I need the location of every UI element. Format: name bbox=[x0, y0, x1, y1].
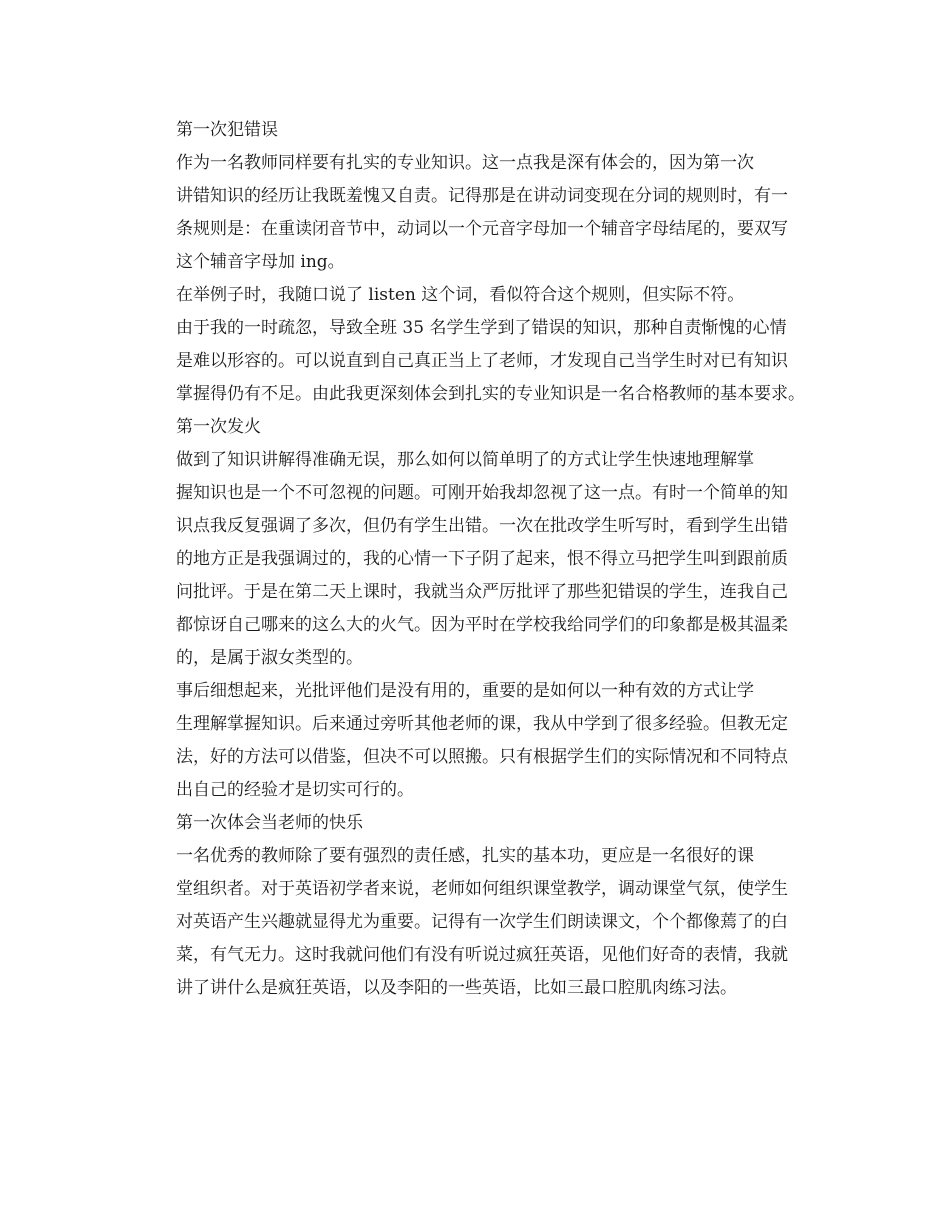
text-line: 讲错知识的经历让我既羞愧又自责。记得那是在讲动词变现在分词的规则时，有一 bbox=[176, 186, 788, 206]
text-line: 对英语产生兴趣就显得尤为重要。记得有一次学生们朗读课文，个个都像蔫了的白 bbox=[176, 912, 788, 932]
text-line: 作为一名教师同样要有扎实的专业知识。这一点我是深有体会的，因为第一次 bbox=[176, 153, 754, 173]
text-line: 条规则是：在重读闭音节中，动词以一个元音字母加一个辅音字母结尾的，要双写 bbox=[176, 219, 788, 239]
paragraph-1-2 bbox=[138, 279, 822, 411]
text-line: 做到了知识讲解得准确无误，那么如何以简单明了的方式让学生快速地理解掌 bbox=[176, 450, 754, 470]
text-line: 识点我反复强调了多次，但仍有学生出错。一次在批改学生听写时，看到学生出错 bbox=[176, 516, 788, 536]
paragraph-2-1 bbox=[138, 444, 822, 675]
text-line: 堂组织者。对于英语初学者来说，老师如何组织课堂教学，调动课堂气氛，使学生 bbox=[176, 879, 788, 899]
text-line: 掌握得仍有不足。由此我更深刻体会到扎实的专业知识是一名合格教师的基本要求。 bbox=[176, 384, 805, 404]
text-line: 这个辅音字母加 ing。 bbox=[176, 252, 345, 272]
text-line: 菜，有气无力。这时我就问他们有没有听说过疯狂英语，见他们好奇的表情，我就 bbox=[176, 945, 788, 965]
document-body bbox=[138, 114, 822, 1005]
text-line: 握知识也是一个不可忽视的问题。可刚开始我却忽视了这一点。有时一个简单的知 bbox=[176, 483, 788, 503]
text-line: 由于我的一时疏忽，导致全班 35 名学生学到了错误的知识，那种自责惭愧的心情 bbox=[176, 318, 787, 338]
text-line: 讲了讲什么是疯狂英语，以及李阳的一些英语，比如三最口腔肌肉练习法。 bbox=[176, 978, 737, 998]
text-line: 的地方正是我强调过的，我的心情一下子阴了起来，恨不得立马把学生叫到跟前质 bbox=[176, 549, 788, 569]
paragraph-2-2 bbox=[138, 675, 822, 807]
text-line: 都惊讶自己哪来的这么大的火气。因为平时在学校我给同学们的印象都是极其温柔 bbox=[176, 615, 788, 635]
paragraph-3-1 bbox=[138, 840, 822, 1005]
text-line: 是难以形容的。可以说直到自己真正当上了老师，才发现自己当学生时对已有知识 bbox=[176, 351, 788, 371]
section-heading-1: 第一次犯错误 bbox=[176, 120, 278, 140]
text-line: 事后细想起来，光批评他们是没有用的，重要的是如何以一种有效的方式让学 bbox=[176, 681, 754, 701]
text-line: 出自己的经验才是切实可行的。 bbox=[176, 780, 414, 800]
text-line: 生理解掌握知识。后来通过旁听其他老师的课，我从中学到了很多经验。但教无定 bbox=[176, 714, 788, 734]
section-heading-3: 第一次体会当老师的快乐 bbox=[176, 813, 363, 833]
section-heading-2: 第一次发火 bbox=[176, 417, 261, 437]
text-line: 在举例子时，我随口说了 listen 这个词，看似符合这个规则，但实际不符。 bbox=[176, 285, 745, 305]
text-line: 法，好的方法可以借鉴，但决不可以照搬。只有根据学生们的实际情况和不同特点 bbox=[176, 747, 788, 767]
text-line: 的，是属于淑女类型的。 bbox=[176, 648, 363, 668]
paragraph-1-1 bbox=[138, 147, 822, 279]
text-line: 一名优秀的教师除了要有强烈的责任感，扎实的基本功，更应是一名很好的课 bbox=[176, 846, 754, 866]
text-line: 问批评。于是在第二天上课时，我就当众严厉批评了那些犯错误的学生，连我自己 bbox=[176, 582, 788, 602]
